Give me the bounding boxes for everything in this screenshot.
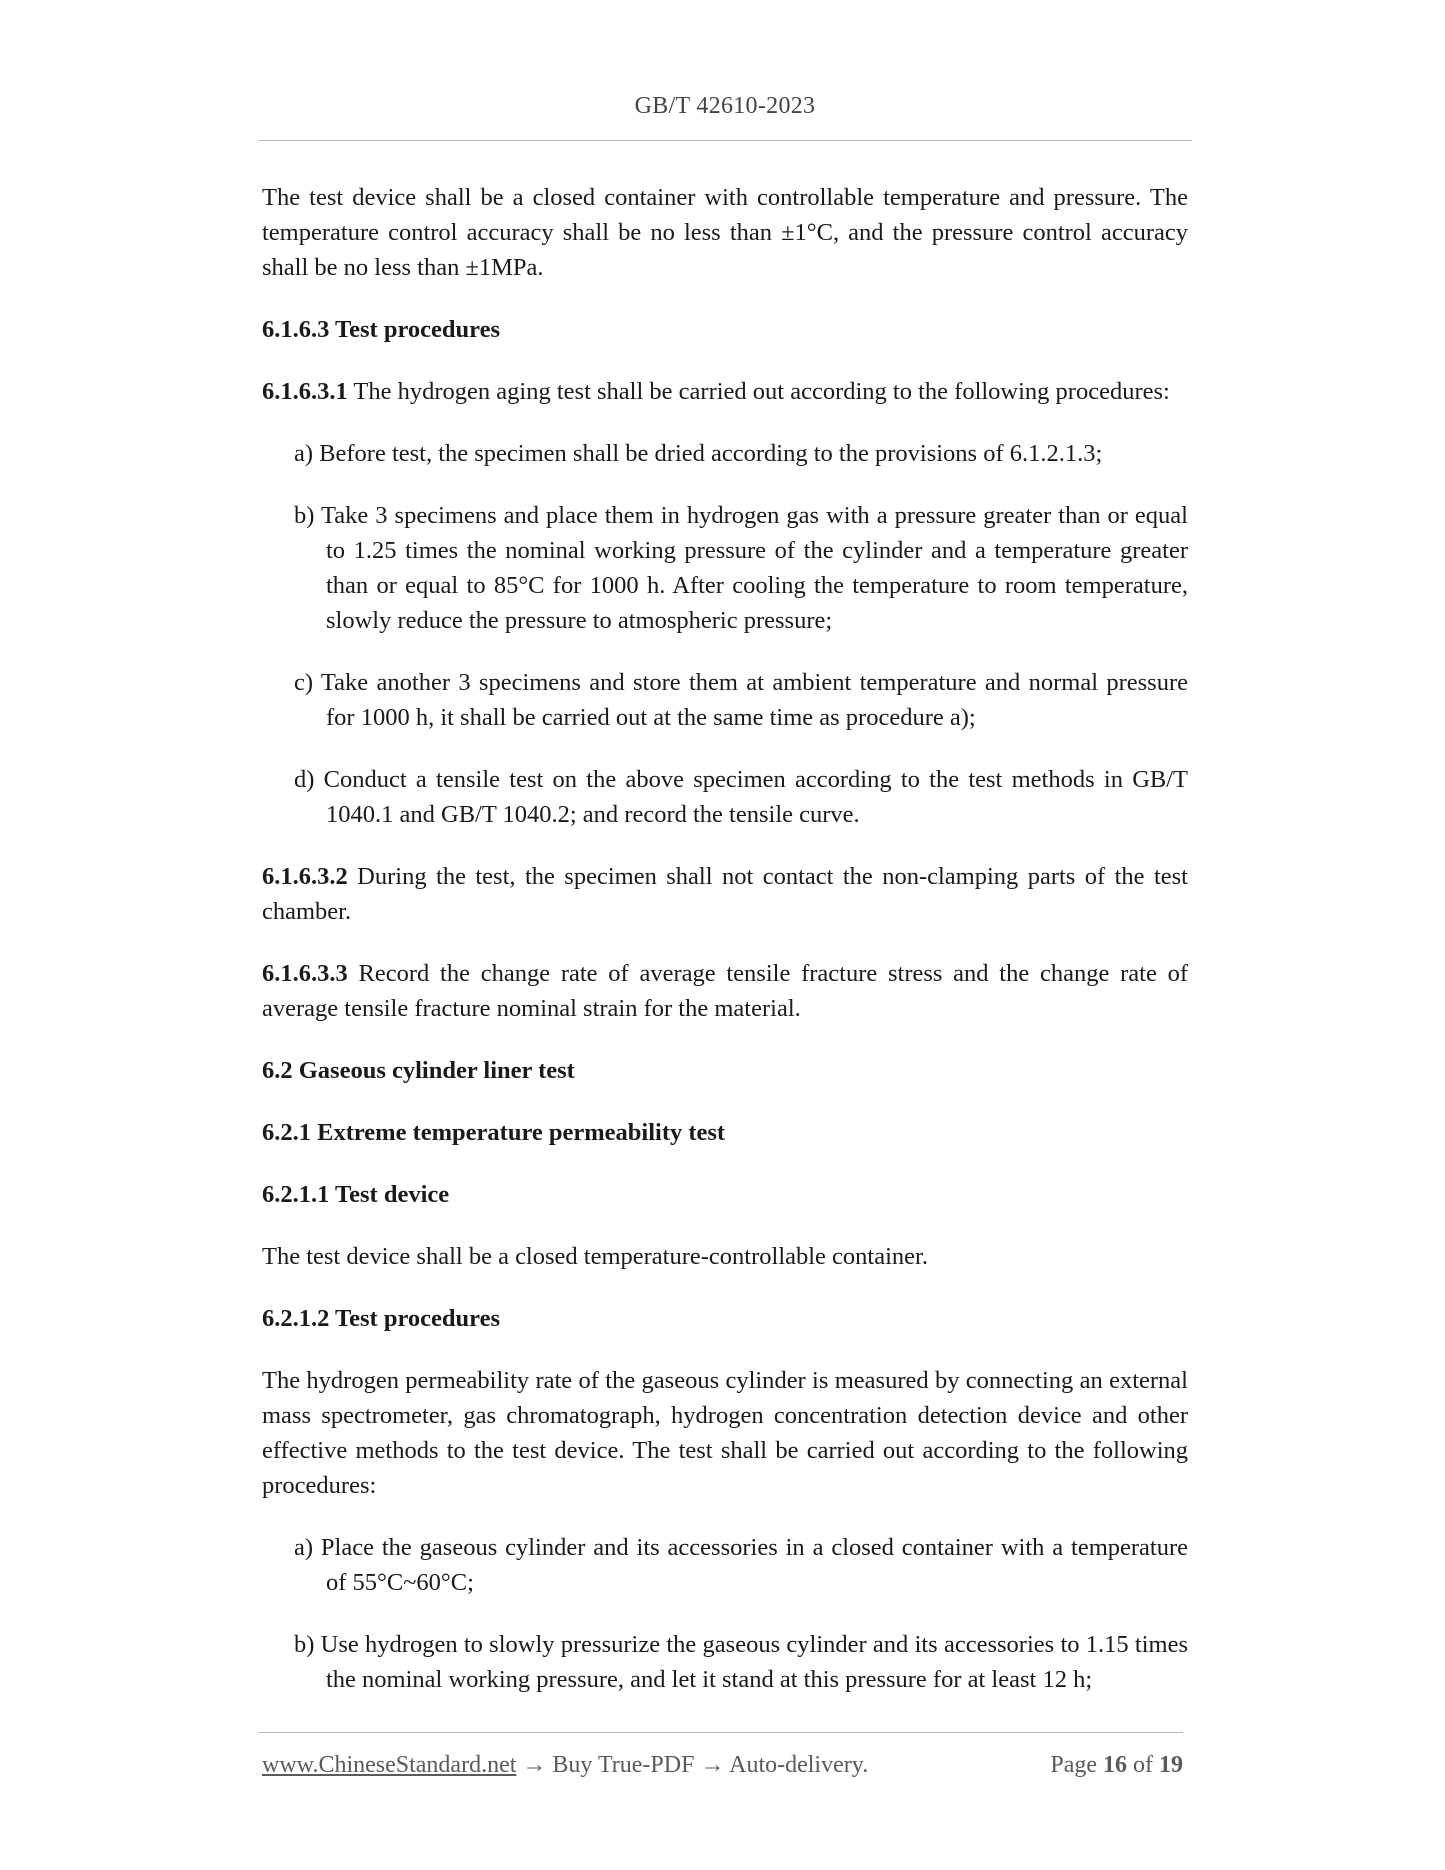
list-item: c) Take another 3 specimens and store them at ambient temperature and normal pressure for 1000 h, it shall be carried out at the same time as procedure a); (294, 669, 1188, 731)
clause-text: Record the change rate of average tensile fracture stress and the change rate of average tensile fracture nominal strain for the material. (262, 960, 1188, 1022)
clause-number: 6.1.6.3.3 (262, 960, 348, 987)
document-header-title: GB/T 42610-2023 (634, 93, 816, 119)
total-pages: 19 (1159, 1752, 1183, 1778)
paragraph-test-procedures: The hydrogen permeability rate of the gaseous cylinder is measured by connecting an external mass spectrometer, gas chromatograph, hydrogen concentration detection device and other effective methods to the test device. The test shall be carried out according to the following procedures: (262, 1367, 1188, 1499)
list-item: a) Before test, the specimen shall be dried according to the provisions of 6.1.2.1.3; (294, 440, 1103, 467)
site-link[interactable]: www.ChineseStandard.net (262, 1752, 517, 1778)
intro-paragraph: The test device shall be a closed container with controllable temperature and pressure. The temperature control accuracy shall be no less than ±1°C, and the pressure control accuracy shall be no less than ±1MPa. (262, 184, 1188, 281)
heading-6-2-1: 6.2.1 Extreme temperature permeability test (262, 1119, 726, 1146)
heading-6-2-1-1: 6.2.1.1 Test device (262, 1181, 450, 1208)
header-divider (258, 140, 1192, 141)
clause-text: The hydrogen aging test shall be carried out according to the following procedures: (347, 378, 1170, 405)
clause-6-1-6-3-1 (262, 374, 1188, 409)
list-item: a) Place the gaseous cylinder and its accessories in a closed container with a temperature of 55°C~60°C; (294, 1534, 1188, 1596)
footer-divider (258, 1732, 1183, 1733)
page-number (1050, 1752, 1183, 1779)
heading-6-2-1-2: 6.2.1.2 Test procedures (262, 1305, 500, 1332)
footer-promo (262, 1752, 868, 1779)
clause-number: 6.1.6.3.2 (262, 863, 348, 890)
clause-6-1-6-3-3 (262, 956, 1188, 1026)
heading-6-1-6-3: 6.1.6.3 Test procedures (262, 316, 500, 343)
current-page: 16 (1103, 1752, 1127, 1778)
page-label: Page (1050, 1752, 1103, 1778)
clause-text: During the test, the specimen shall not contact the non-clamping parts of the test chamber. (262, 863, 1188, 925)
page-content (262, 180, 1188, 1724)
of-label: of (1127, 1752, 1159, 1778)
list-item: b) Take 3 specimens and place them in hydrogen gas with a pressure greater than or equal to 1.25 times the nominal working pressure of the cylinder and a temperature greater than or equal to 85°C for 1000 h. After cooling the temperature to room temperature, slowly reduce the pressure to atmospheric pressure; (294, 502, 1188, 634)
heading-6-2: 6.2 Gaseous cylinder liner test (262, 1057, 575, 1084)
list-item: d) Conduct a tensile test on the above specimen according to the test methods in GB/T 1040.1 and GB/T 1040.2; and record the tensile curve. (294, 766, 1188, 828)
clause-number: 6.1.6.3.1 (262, 378, 348, 405)
paragraph-test-device: The test device shall be a closed temperature-controllable container. (262, 1243, 928, 1270)
list-item: b) Use hydrogen to slowly pressurize the gaseous cylinder and its accessories to 1.15 times the nominal working pressure, and let it stand at this pressure for at least 12 h; (294, 1631, 1188, 1693)
clause-6-1-6-3-2 (262, 859, 1188, 929)
buy-text: → Buy True-PDF → Auto-delivery. (516, 1752, 869, 1778)
